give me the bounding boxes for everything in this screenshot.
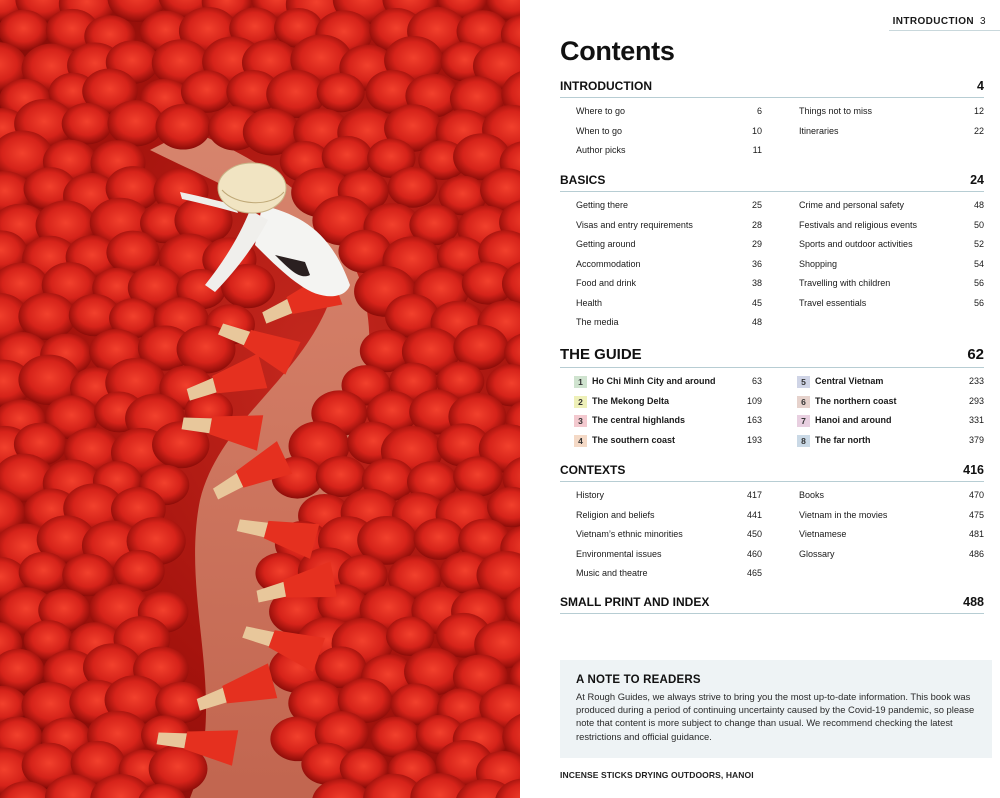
toc-entry[interactable] (799, 278, 984, 292)
toc-entry-page: 465 (746, 568, 762, 578)
toc-entry[interactable] (799, 200, 984, 214)
chapter-number-badge: 2 (574, 396, 587, 408)
section-contexts (560, 462, 984, 578)
incense-bunch (388, 167, 438, 208)
toc-entry[interactable] (799, 239, 984, 253)
toc-entry-label: Books (799, 490, 825, 500)
toc-entry[interactable] (576, 200, 762, 214)
chapter-number-badge: 8 (797, 435, 810, 447)
toc-entry[interactable] (576, 529, 762, 543)
toc-entry[interactable] (797, 435, 984, 449)
note-body: At Rough Guides, we always strive to bring you the most up-to-date information. This book was produced during a period of continuing uncertainty caused by the Covid-19 pandemic, so please note that content is more subject to change than usual. We recommend checking the latest restrictions and official guidance. (576, 691, 975, 742)
photo-caption: INCENSE STICKS DRYING OUTDOORS, HANOI (560, 770, 754, 780)
incense-bunch (62, 103, 113, 144)
toc-entry-page: 56 (973, 278, 984, 288)
toc-entry[interactable] (576, 510, 762, 524)
toc-entry[interactable] (576, 549, 762, 563)
toc-entry-label: Vietnam in the movies (799, 509, 888, 520)
toc-entry-label: Vietnam’s ethnic minorities (576, 529, 683, 539)
section-page: 24 (970, 173, 984, 187)
toc-entry[interactable] (574, 396, 762, 410)
toc-entry-label: History (576, 490, 605, 500)
section-heading[interactable] (560, 78, 984, 98)
toc-entry-label: Itineraries (799, 125, 839, 136)
toc-entry-page: 163 (746, 415, 762, 425)
toc-entry[interactable] (574, 376, 762, 390)
toc-entry[interactable] (576, 220, 762, 234)
toc-entry-page: 28 (751, 219, 762, 230)
toc-entry-page: 48 (973, 200, 984, 210)
toc-entry-label: Glossary (799, 548, 835, 559)
toc-entry[interactable] (576, 568, 762, 582)
toc-entry[interactable] (576, 490, 762, 504)
toc-entry-page: 22 (973, 125, 984, 136)
toc-entry[interactable] (576, 126, 762, 140)
chapter-number-badge: 7 (797, 415, 810, 427)
toc-entry-label: Festivals and religious events (799, 219, 918, 230)
toc-entry[interactable] (576, 298, 762, 312)
section-title: SMALL PRINT AND INDEX (560, 595, 710, 609)
toc-entry-label: Accommodation (576, 258, 641, 269)
toc-entry-label: Music and theatre (576, 568, 648, 578)
toc-entry-page: 109 (746, 395, 762, 406)
toc-entry[interactable] (576, 317, 762, 331)
toc-entry-page: 11 (752, 145, 762, 155)
toc-entry-label: Travel essentials (799, 297, 867, 308)
incense-bunch (317, 73, 365, 112)
toc-entry[interactable] (797, 396, 984, 410)
toc-entry-page: 25 (751, 200, 762, 210)
toc-entry-label: Hanoi and around (815, 415, 892, 425)
toc-entry-page: 54 (973, 258, 984, 269)
toc-entry-label: Health (576, 297, 603, 308)
section-page: 62 (967, 346, 984, 363)
toc-entry-label: Getting around (576, 239, 636, 249)
toc-entry[interactable] (799, 259, 984, 273)
toc-entry-page: 441 (746, 509, 762, 520)
toc-entry-page: 233 (968, 376, 984, 386)
toc-entry-label: Where to go (576, 106, 626, 116)
toc-entry[interactable] (799, 529, 984, 543)
toc-entry-label: Author picks (576, 145, 626, 155)
chapter-number-badge: 4 (574, 435, 587, 447)
section-heading[interactable] (560, 462, 984, 482)
toc-entry-label: The far north (815, 434, 871, 445)
section-heading[interactable] (560, 594, 984, 614)
section-the-guide (560, 344, 984, 446)
chapter-number-badge: 6 (797, 396, 810, 408)
toc-entry-label: Shopping (799, 258, 838, 269)
toc-entry-page: 56 (973, 297, 984, 308)
toc-entry-label: Vietnamese (799, 529, 847, 539)
toc-entry-label: Travelling with children (799, 278, 891, 288)
toc-entry-page: 36 (751, 258, 762, 269)
toc-entry-label: The southern coast (592, 434, 676, 445)
toc-entry[interactable] (797, 376, 984, 390)
section-basics (560, 172, 984, 327)
section-introduction (560, 78, 984, 155)
toc-entry-page: 10 (751, 125, 762, 136)
section-title: THE GUIDE (560, 346, 642, 363)
toc-entry[interactable] (799, 549, 984, 563)
contents-page (520, 0, 1000, 798)
chapter-number-badge: 3 (574, 415, 587, 427)
chapter-number-badge: 1 (574, 376, 587, 388)
toc-entry-label: Central Vietnam (815, 376, 884, 386)
toc-entry-label: The northern coast (815, 395, 897, 406)
incense-bunch (107, 100, 163, 146)
section-heading[interactable] (560, 172, 984, 192)
running-head-rule (889, 30, 1000, 31)
running-head (893, 16, 986, 27)
incense-bunch (155, 104, 211, 150)
toc-entry-page: 50 (973, 219, 984, 230)
toc-entry-page: 379 (968, 434, 984, 445)
toc-entry-page: 475 (968, 509, 984, 520)
toc-entry-label: The Mekong Delta (592, 395, 670, 406)
running-head-label: INTRODUCTION (892, 16, 975, 27)
note-title: A NOTE TO READERS (576, 674, 701, 686)
section-page: 4 (977, 79, 984, 93)
toc-entry-page: 38 (751, 278, 762, 288)
toc-entry-label: Environmental issues (576, 548, 662, 559)
toc-entry[interactable] (799, 510, 984, 524)
toc-entry-label: The central highlands (592, 415, 686, 425)
section-heading[interactable] (560, 344, 984, 368)
toc-entry[interactable] (576, 106, 762, 120)
toc-entry-label: Food and drink (576, 278, 637, 288)
toc-entry-page: 6 (756, 106, 762, 116)
toc-entry-page: 48 (751, 317, 762, 327)
section-page: 488 (963, 595, 984, 609)
page-title: Contents (560, 36, 675, 66)
section-page: 416 (963, 463, 984, 477)
toc-entry-label: Sports and outdoor activities (799, 239, 913, 249)
toc-entry-label: Visas and entry requirements (576, 219, 693, 230)
running-head-page: 3 (980, 16, 986, 27)
toc-entry[interactable] (576, 259, 762, 273)
toc-entry[interactable] (576, 278, 762, 292)
toc-entry[interactable] (574, 415, 762, 429)
chapter-number-badge: 5 (797, 376, 810, 388)
toc-entry[interactable] (576, 145, 762, 159)
section-title: INTRODUCTION (560, 79, 652, 93)
section-title: BASICS (560, 173, 606, 187)
toc-entry-label: Ho Chi Minh City and around (592, 376, 716, 386)
toc-entry-page: 293 (968, 395, 984, 406)
toc-entry-page: 12 (973, 106, 984, 116)
toc-entry-label: When to go (576, 125, 623, 136)
toc-entry[interactable] (799, 126, 984, 140)
toc-entry-page: 63 (751, 376, 762, 386)
section-small-print (560, 594, 984, 614)
toc-entry-page: 193 (746, 434, 762, 445)
toc-entry[interactable] (797, 415, 984, 429)
toc-entry-label: Crime and personal safety (799, 200, 905, 210)
toc-entry-label: Religion and beliefs (576, 509, 655, 520)
note-to-readers-box (560, 660, 992, 758)
toc-entry-page: 52 (973, 239, 984, 249)
toc-entry-page: 486 (968, 548, 984, 559)
section-title: CONTEXTS (560, 463, 626, 477)
toc-entry[interactable] (799, 220, 984, 234)
toc-entry[interactable] (576, 239, 762, 253)
toc-entry-page: 45 (751, 297, 762, 308)
toc-entry[interactable] (574, 435, 762, 449)
toc-entry-label: Things not to miss (799, 106, 873, 116)
toc-entry-page: 29 (751, 239, 762, 249)
toc-entry[interactable] (799, 490, 984, 504)
toc-entry-page: 331 (968, 415, 984, 425)
toc-entry[interactable] (799, 106, 984, 120)
toc-entry[interactable] (799, 298, 984, 312)
toc-entry-page: 481 (968, 529, 984, 539)
toc-entry-label: The media (576, 317, 619, 327)
toc-entry-label: Getting there (576, 200, 629, 210)
incense-bunch (19, 552, 69, 593)
toc-entry-page: 470 (968, 490, 984, 500)
toc-entry-page: 460 (746, 548, 762, 559)
toc-entry-page: 417 (746, 490, 762, 500)
toc-entry-page: 450 (746, 529, 762, 539)
